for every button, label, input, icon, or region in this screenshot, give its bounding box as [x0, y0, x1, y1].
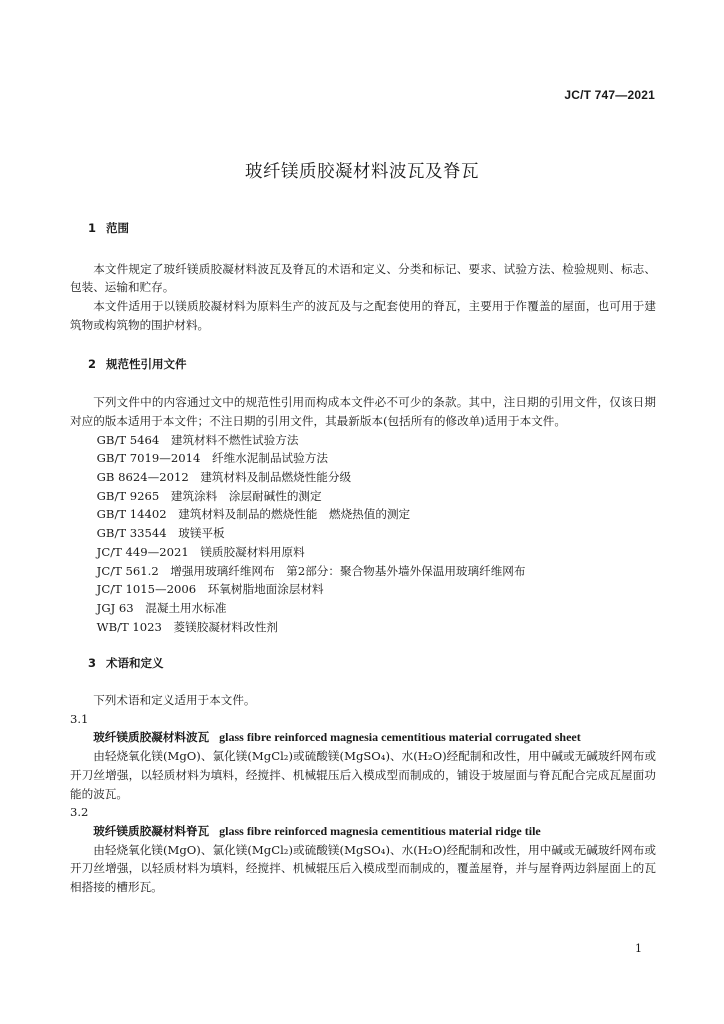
reference-item: GB/T 7019—2014 纤维水泥制品试验方法 [96, 451, 328, 466]
section-title: 范围 [106, 221, 129, 235]
paragraph: 下列文件中的内容通过文中的规范性引用而构成本文件必不可少的条款。其中，注日期的引用文件，仅该日期对应的版本适用于本文件；不注日期的引用文件，其最新版本(包括所有的修改单)适用于本文件。 [70, 395, 656, 428]
term-name-zh: 玻纤镁质胶凝材料脊瓦 [93, 823, 210, 838]
document-body [70, 219, 656, 897]
section-number: 1 [88, 221, 97, 235]
term-definition: 由轻烧氧化镁(MgO)、氯化镁(MgCl₂)或硫酸镁(MgSO₄)、水(H₂O)经配制和改性，用中碱或无碱玻纤网布或开刀丝增强，以轻质材料为填料，经搅拌、机械辊压后入模成型而制成的，铺设于坡屋面与脊瓦配合完成瓦屋面功能的波瓦。 [70, 749, 656, 801]
term-name-en: glass fibre reinforced magnesia cementitious material corrugated sheet [219, 730, 581, 745]
term-name-zh: 玻纤镁质胶凝材料波瓦 [93, 730, 210, 745]
document-title: 玻纤镁质胶凝材料波瓦及脊瓦 [245, 162, 479, 182]
term-heading [70, 822, 656, 841]
section-number: 2 [88, 356, 97, 371]
section-title: 术语和定义 [106, 656, 164, 671]
term-number: 3.1 [70, 711, 89, 726]
section-title: 规范性引用文件 [106, 356, 187, 371]
paragraph: 本文件适用于以镁质胶凝材料为原料生产的波瓦及与之配套使用的脊瓦，主要用于作覆盖的屋面，也可用于建筑物或构筑物的围护材料。 [70, 299, 656, 332]
reference-item: GB 8624—2012 建筑材料及制品燃烧性能分级 [96, 470, 352, 485]
paragraph: 下列术语和定义适用于本文件。 [93, 693, 256, 708]
reference-item: GB/T 9265 建筑涂料 涂层耐碱性的测定 [96, 488, 322, 503]
reference-item: JC/T 1015—2006 环氧树脂地面涂层材料 [96, 582, 324, 597]
section-number: 3 [88, 656, 97, 671]
term-number: 3.2 [70, 805, 89, 820]
reference-item: JC/T 561.2 增强用玻璃纤维网布 第2部分：聚合物基外墙外保温用玻璃纤维网布 [96, 563, 526, 578]
reference-item: WB/T 1023 菱镁胶凝材料改性剂 [96, 619, 278, 634]
reference-item: JGJ 63 混凝土用水标准 [96, 600, 227, 615]
standard-code: JC/T 747—2021 [564, 88, 655, 102]
term-name-en: glass fibre reinforced magnesia cementitious material ridge tile [219, 823, 541, 838]
reference-item: GB/T 5464 建筑材料不燃性试验方法 [96, 432, 299, 447]
paragraph: 本文件规定了玻纤镁质胶凝材料波瓦及脊瓦的术语和定义、分类和标记、要求、试验方法、检验规则、标志、包装、运输和贮存。 [70, 261, 656, 295]
page-number: 1 [635, 942, 642, 955]
reference-item: JC/T 449—2021 镁质胶凝材料用原料 [96, 544, 305, 559]
section-heading-terms [88, 654, 656, 673]
term-definition: 由轻烧氧化镁(MgO)、氯化镁(MgCl₂)或硫酸镁(MgSO₄)、水(H₂O)经配制和改性，用中碱或无碱玻纤网布或开刀丝增强，以轻质材料为填料，经搅拌、机械辊压后入模成型而制成的，覆盖屋脊，并与屋脊两边斜屋面上的瓦相搭接的槽形瓦。 [70, 842, 656, 895]
section-heading-normative-references [88, 355, 656, 374]
term-heading [70, 728, 656, 747]
reference-list [70, 431, 656, 637]
section-heading-scope [88, 219, 656, 238]
reference-item: GB/T 14402 建筑材料及制品的燃烧性能 燃烧热值的测定 [96, 507, 411, 522]
reference-item: GB/T 33544 玻镁平板 [96, 526, 225, 541]
